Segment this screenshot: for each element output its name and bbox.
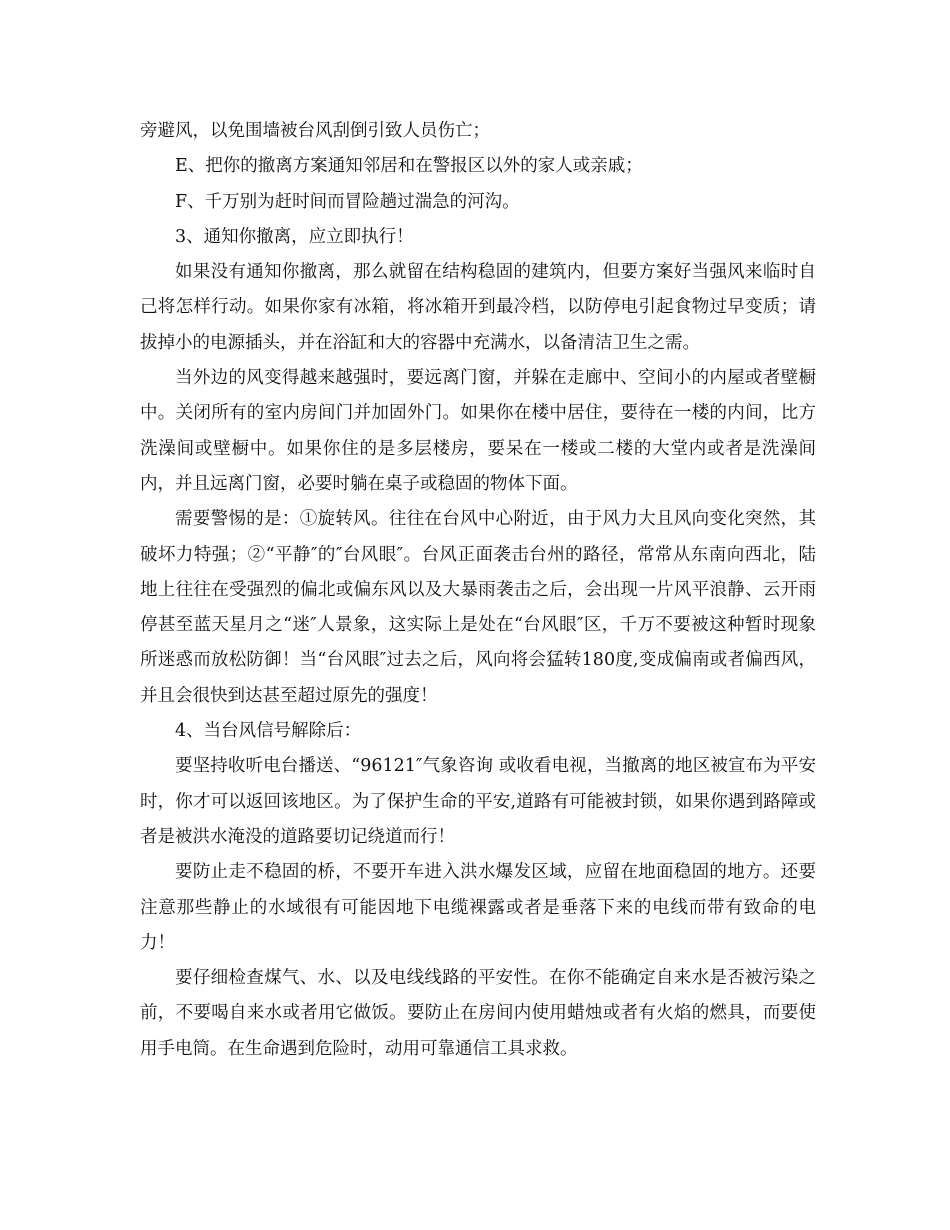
body-text — [140, 114, 816, 1067]
paragraph: 如果没有通知你撤离，那么就留在结构稳固的建筑内，但要方案好当强风来临时自己将怎样行动。如果你家有冰箱，将冰箱开到最冷档，以防停电引起食物过早变质；请拔掉小的电源插头，并在浴缸和大的容器中充满水，以备清洁卫生之需。 — [140, 262, 816, 353]
paragraph: 要防止走不稳固的桥，不要开车进入洪水爆发区域，应留在地面稳固的地方。还要注意那些静止的水域很有可能因地下电缆裸露或者是垂落下来的电线而带有致命的电力！ — [140, 862, 816, 953]
paragraph: 当外边的风变得越来越强时，要远离门窗，并躲在走廊中、空间小的内屋或者壁橱中。关闭所有的室内房间门并加固外门。如果你在楼中居住，要待在一楼的内间，比方洗澡间或壁橱中。如果你住的是多层楼房，要呆在一楼或二楼的大堂内或者是洗澡间内，并且远离门窗，必要时躺在桌子或稳固的物体下面。 — [140, 368, 816, 494]
section-heading-4: 4、当台风信号解除后： — [175, 721, 362, 742]
paragraph: 要仔细检查煤气、水、以及电线线路的平安性。在你不能确定自来水是否被污染之前，不要喝自来水或者用它做饭。要防止在房间内使用蜡烛或者有火焰的燃具，而要使用手电筒。在生命遇到危险时，动用可靠通信工具求救。 — [140, 968, 816, 1059]
paragraph-item-e: E、把你的撤离方案通知邻居和在警报区以外的家人或亲戚； — [175, 156, 643, 177]
paragraph: 要坚持收听电台播送、“96121″气象咨询 或收看电视，当撤离的地区被宣布为平安时，你才可以返回该地区。为了保护生命的平安,道路有可能被封锁，如果你遇到路障或者是被洪水淹没的道路要切记绕道而行！ — [140, 756, 816, 847]
paragraph-item-f: F、千万别为赶时间而冒险趟过湍急的河沟。 — [175, 191, 520, 212]
paragraph: 需要警惕的是：①旋转风。往往在台风中心附近，由于风力大且风向变化突然，其破坏力特强；②“平静″的″台风眼″。台风正面袭击台州的路径，常常从东南向西北，陆地上往往在受强烈的偏北或偏东风以及大暴雨袭击之后，会出现一片风平浪静、云开雨停甚至蓝天星月之“迷″人景象，这实际上是处在“台风眼″区，千万不要被这种暂时现象所迷惑而放松防御！当“台风眼″过去之后，风向将会猛转180度,变成偏南或者偏西风，并且会很快到达甚至超过原先的强度！ — [140, 509, 816, 706]
section-heading-3: 3、通知你撤离，应立即执行！ — [175, 226, 414, 247]
paragraph-continuation: 旁避风，以免围墙被台风刮倒引致人员伤亡； — [140, 121, 490, 141]
